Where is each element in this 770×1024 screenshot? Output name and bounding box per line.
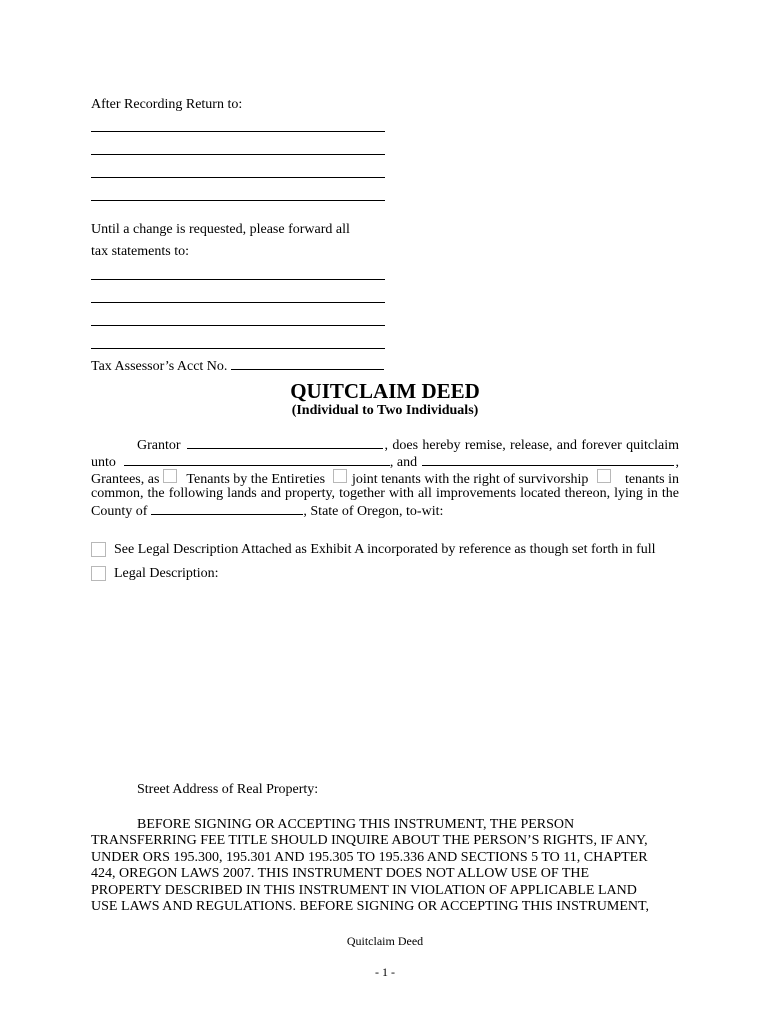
exhibit-a-checkbox[interactable] bbox=[91, 542, 106, 557]
oregon-land-use-warning bbox=[91, 817, 691, 915]
street-address-label: Street Address of Real Property: bbox=[137, 782, 319, 797]
county-field[interactable] bbox=[151, 502, 303, 515]
return-heading: After Recording Return to: bbox=[91, 97, 243, 112]
legal-description-checkbox[interactable] bbox=[91, 566, 106, 581]
entireties-label: Tenants by the Entireties bbox=[186, 472, 326, 487]
tenancy-row bbox=[91, 469, 679, 486]
deed-title: QUITCLAIM DEED bbox=[290, 379, 480, 403]
grantees-row bbox=[91, 453, 679, 470]
footer-doc-name: Quitclaim Deed bbox=[346, 934, 424, 948]
grantee-1-field[interactable] bbox=[124, 453, 390, 466]
lands-row bbox=[91, 486, 679, 503]
tax-address-line-1[interactable] bbox=[91, 279, 385, 280]
legal-description-label: Legal Description: bbox=[114, 566, 219, 581]
tax-instruction-line-2: tax statements to: bbox=[91, 244, 189, 259]
tax-acct-row bbox=[91, 357, 384, 375]
grantees-comma: , bbox=[675, 455, 679, 470]
warning-line-2: TRANSFERRING FEE TITLE SHOULD INQUIRE ABOUT THE PERSON’S RIGHTS, IF ANY, bbox=[91, 833, 648, 849]
return-address-line-2[interactable] bbox=[91, 154, 385, 155]
tax-instruction-line-1: Until a change is requested, please forward all bbox=[91, 222, 350, 237]
return-address-line-4[interactable] bbox=[91, 200, 385, 201]
warning-line-6: USE LAWS AND REGULATIONS. BEFORE SIGNING OR ACCEPTING THIS INSTRUMENT, bbox=[91, 899, 649, 915]
lands-text: common, the following lands and property, together with all improvements located thereon, lying in the bbox=[91, 486, 679, 501]
county-suffix: , State of Oregon, to-wit: bbox=[303, 504, 444, 519]
tax-address-line-2[interactable] bbox=[91, 302, 385, 303]
exhibit-a-label: See Legal Description Attached as Exhibit A incorporated by reference as though set forth in full bbox=[114, 542, 656, 557]
tax-acct-label: Tax Assessor’s Acct No. bbox=[91, 359, 228, 374]
grantor-suffix: , does hereby remise, release, and forever quitclaim bbox=[384, 438, 679, 453]
warning-line-5: PROPERTY DESCRIBED IN THIS INSTRUMENT IN VIOLATION OF APPLICABLE LAND bbox=[91, 882, 637, 898]
joint-tenants-checkbox[interactable] bbox=[333, 469, 347, 483]
grantor-name-field[interactable] bbox=[187, 436, 383, 449]
grantor-label: Grantor bbox=[137, 438, 181, 453]
entireties-checkbox[interactable] bbox=[163, 469, 177, 483]
tenants-in-common-checkbox[interactable] bbox=[597, 469, 611, 483]
unto-label: unto bbox=[91, 455, 116, 470]
warning-line-4: 424, OREGON LAWS 2007. THIS INSTRUMENT DOES NOT ALLOW USE OF THE bbox=[91, 866, 590, 882]
return-address-line-1[interactable] bbox=[91, 131, 385, 132]
tenants-in-common-label: tenants in bbox=[624, 472, 679, 487]
warning-line-3: UNDER ORS 195.300, 195.301 AND 195.305 TO 195.336 AND SECTIONS 5 TO 11, CHAPTER bbox=[91, 849, 648, 865]
grantee-2-field[interactable] bbox=[422, 453, 673, 466]
tax-address-line-3[interactable] bbox=[91, 325, 385, 326]
return-address-line-3[interactable] bbox=[91, 177, 385, 178]
tax-acct-field[interactable] bbox=[231, 357, 384, 370]
county-label: County of bbox=[91, 504, 148, 519]
and-label: , and bbox=[389, 455, 418, 470]
tax-address-line-4[interactable] bbox=[91, 348, 385, 349]
county-row bbox=[91, 502, 679, 519]
joint-tenants-label: joint tenants with the right of survivorship bbox=[352, 472, 589, 487]
warning-line-1: BEFORE SIGNING OR ACCEPTING THIS INSTRUMENT, THE PERSON bbox=[137, 817, 575, 832]
grantees-as-label: Grantees, as bbox=[91, 472, 160, 487]
deed-subtitle: (Individual to Two Individuals) bbox=[291, 403, 479, 418]
footer-page-number: - 1 - bbox=[375, 965, 395, 979]
grantor-row bbox=[91, 436, 679, 453]
